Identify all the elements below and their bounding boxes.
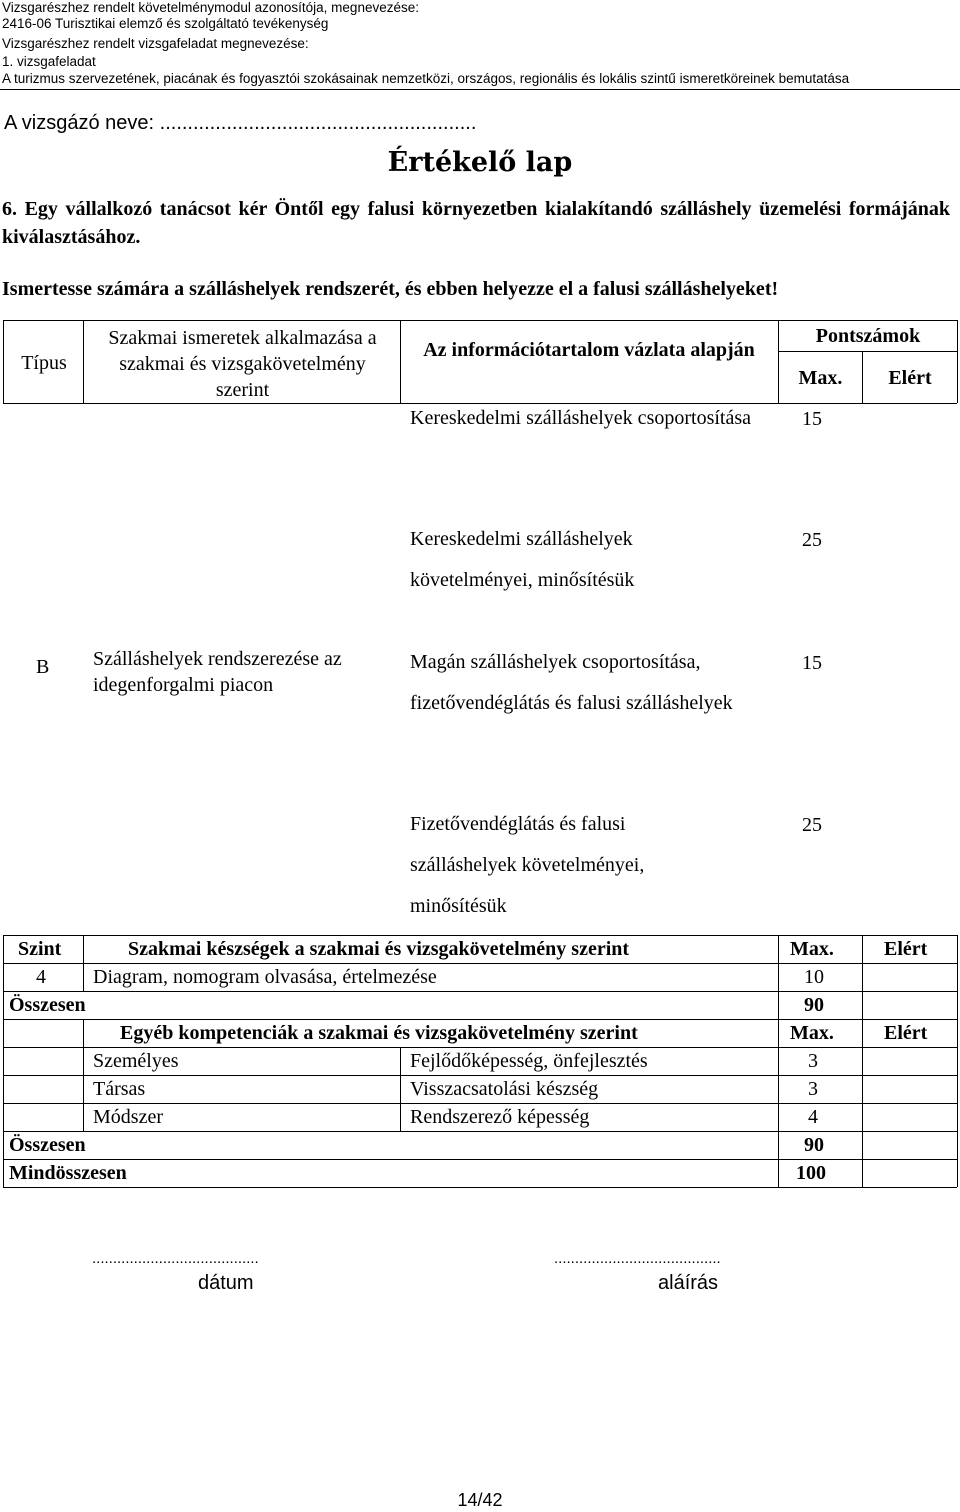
skills-max: 10 <box>804 966 824 988</box>
grand-total-label: Mindösszesen <box>9 1162 127 1184</box>
header-elert: Elért <box>888 367 932 389</box>
task-description: A turizmus szervezetének, piacának és fogyasztói szokásainak nemzetközi, országos, regionális és lokális szintű ismeretköreinek bemutatása <box>2 71 850 86</box>
module-id-label: Vizsgarészhez rendelt követelménymodul azonosítója, megnevezése: <box>2 0 419 15</box>
row-max-3: 15 <box>802 652 822 674</box>
task-name-label: Vizsgarészhez rendelt vizsgafeladat megnevezése: <box>2 36 309 51</box>
date-dots: ........................................ <box>92 1250 259 1267</box>
task-number: 1. vizsgafeladat <box>2 54 96 69</box>
header-max: Max. <box>798 367 843 389</box>
skills-level: 4 <box>36 966 46 988</box>
row-max-2: 25 <box>802 529 822 551</box>
module-name: 2416-06 Turisztikai elemző és szolgáltató tevékenység <box>2 16 329 31</box>
signature-dots: ........................................ <box>554 1250 721 1267</box>
task-instruction: Ismertesse számára a szálláshelyek rendszerét, és ebben helyezze el a falusi szálláshelyeket! <box>2 278 779 300</box>
type-value: B <box>36 656 50 678</box>
row-max-4: 25 <box>802 814 822 836</box>
competences-total-value: 90 <box>804 1134 824 1156</box>
competence-max-2: 3 <box>808 1078 818 1100</box>
competence-text-3: Rendszerező képesség <box>410 1106 590 1128</box>
row-info-2: Kereskedelmi szálláshelyek követelményei, minősítésük <box>410 528 635 591</box>
competences-header-max: Max. <box>790 1022 834 1044</box>
grand-total-value: 100 <box>796 1162 826 1184</box>
competence-category-3: Módszer <box>93 1106 163 1128</box>
skills-header-title: Szakmai készségek a szakmai és vizsgakövetelmény szerint <box>128 938 630 960</box>
competences-total-label: Összesen <box>9 1134 86 1156</box>
skills-header-max: Max. <box>790 938 834 960</box>
task-text: 6. Egy vállalkozó tanácsot kér Öntől egy falusi környezetben kialakítandó szálláshely üzemelési formájának kiválasztásához. <box>2 198 950 248</box>
competence-max-3: 4 <box>808 1106 818 1128</box>
topic-text: Szálláshelyek rendszerezése az idegenforgalmi piacon <box>93 648 342 696</box>
header-info: Az információtartalom vázlata alapján <box>423 339 755 361</box>
row-info-4: Fizetővendéglátás és falusi szálláshelyek követelményei, minősítésük <box>410 813 645 917</box>
date-label: dátum <box>198 1272 254 1294</box>
page-title: Értékelő lap <box>387 147 573 178</box>
candidate-name-field: A vizsgázó neve: ......................................................... <box>4 112 477 134</box>
signature-label: aláírás <box>658 1272 719 1294</box>
skills-header-szint: Szint <box>18 938 62 960</box>
competence-category-1: Személyes <box>93 1050 179 1072</box>
row-info-3: Magán szálláshelyek csoportosítása, fizetővendéglátás és falusi szálláshelyek <box>410 651 733 714</box>
header-pontszamok: Pontszámok <box>815 325 921 347</box>
skills-text: Diagram, nomogram olvasása, értelmezése <box>93 966 437 988</box>
competences-header-elert: Elért <box>884 1022 928 1044</box>
skills-total-value: 90 <box>804 994 824 1016</box>
page-number: 14/42 <box>457 1490 503 1510</box>
competence-text-1: Fejlődőképesség, önfejlesztés <box>410 1050 648 1072</box>
competences-header-title: Egyéb kompetenciák a szakmai és vizsgakövetelmény szerint <box>120 1022 638 1044</box>
row-max-1: 15 <box>802 408 822 430</box>
competence-max-1: 3 <box>808 1050 818 1072</box>
skills-header-elert: Elért <box>884 938 928 960</box>
row-info-1: Kereskedelmi szálláshelyek csoportosítása <box>410 407 751 429</box>
header-divider <box>0 89 960 90</box>
competence-category-2: Társas <box>93 1078 146 1100</box>
header-szakmai: Szakmai ismeretek alkalmazása a szakmai és vizsgakövetelmény szerint <box>108 327 377 401</box>
skills-total-label: Összesen <box>9 994 86 1016</box>
header-tipus: Típus <box>21 352 67 374</box>
competence-text-2: Visszacsatolási készség <box>410 1078 599 1100</box>
